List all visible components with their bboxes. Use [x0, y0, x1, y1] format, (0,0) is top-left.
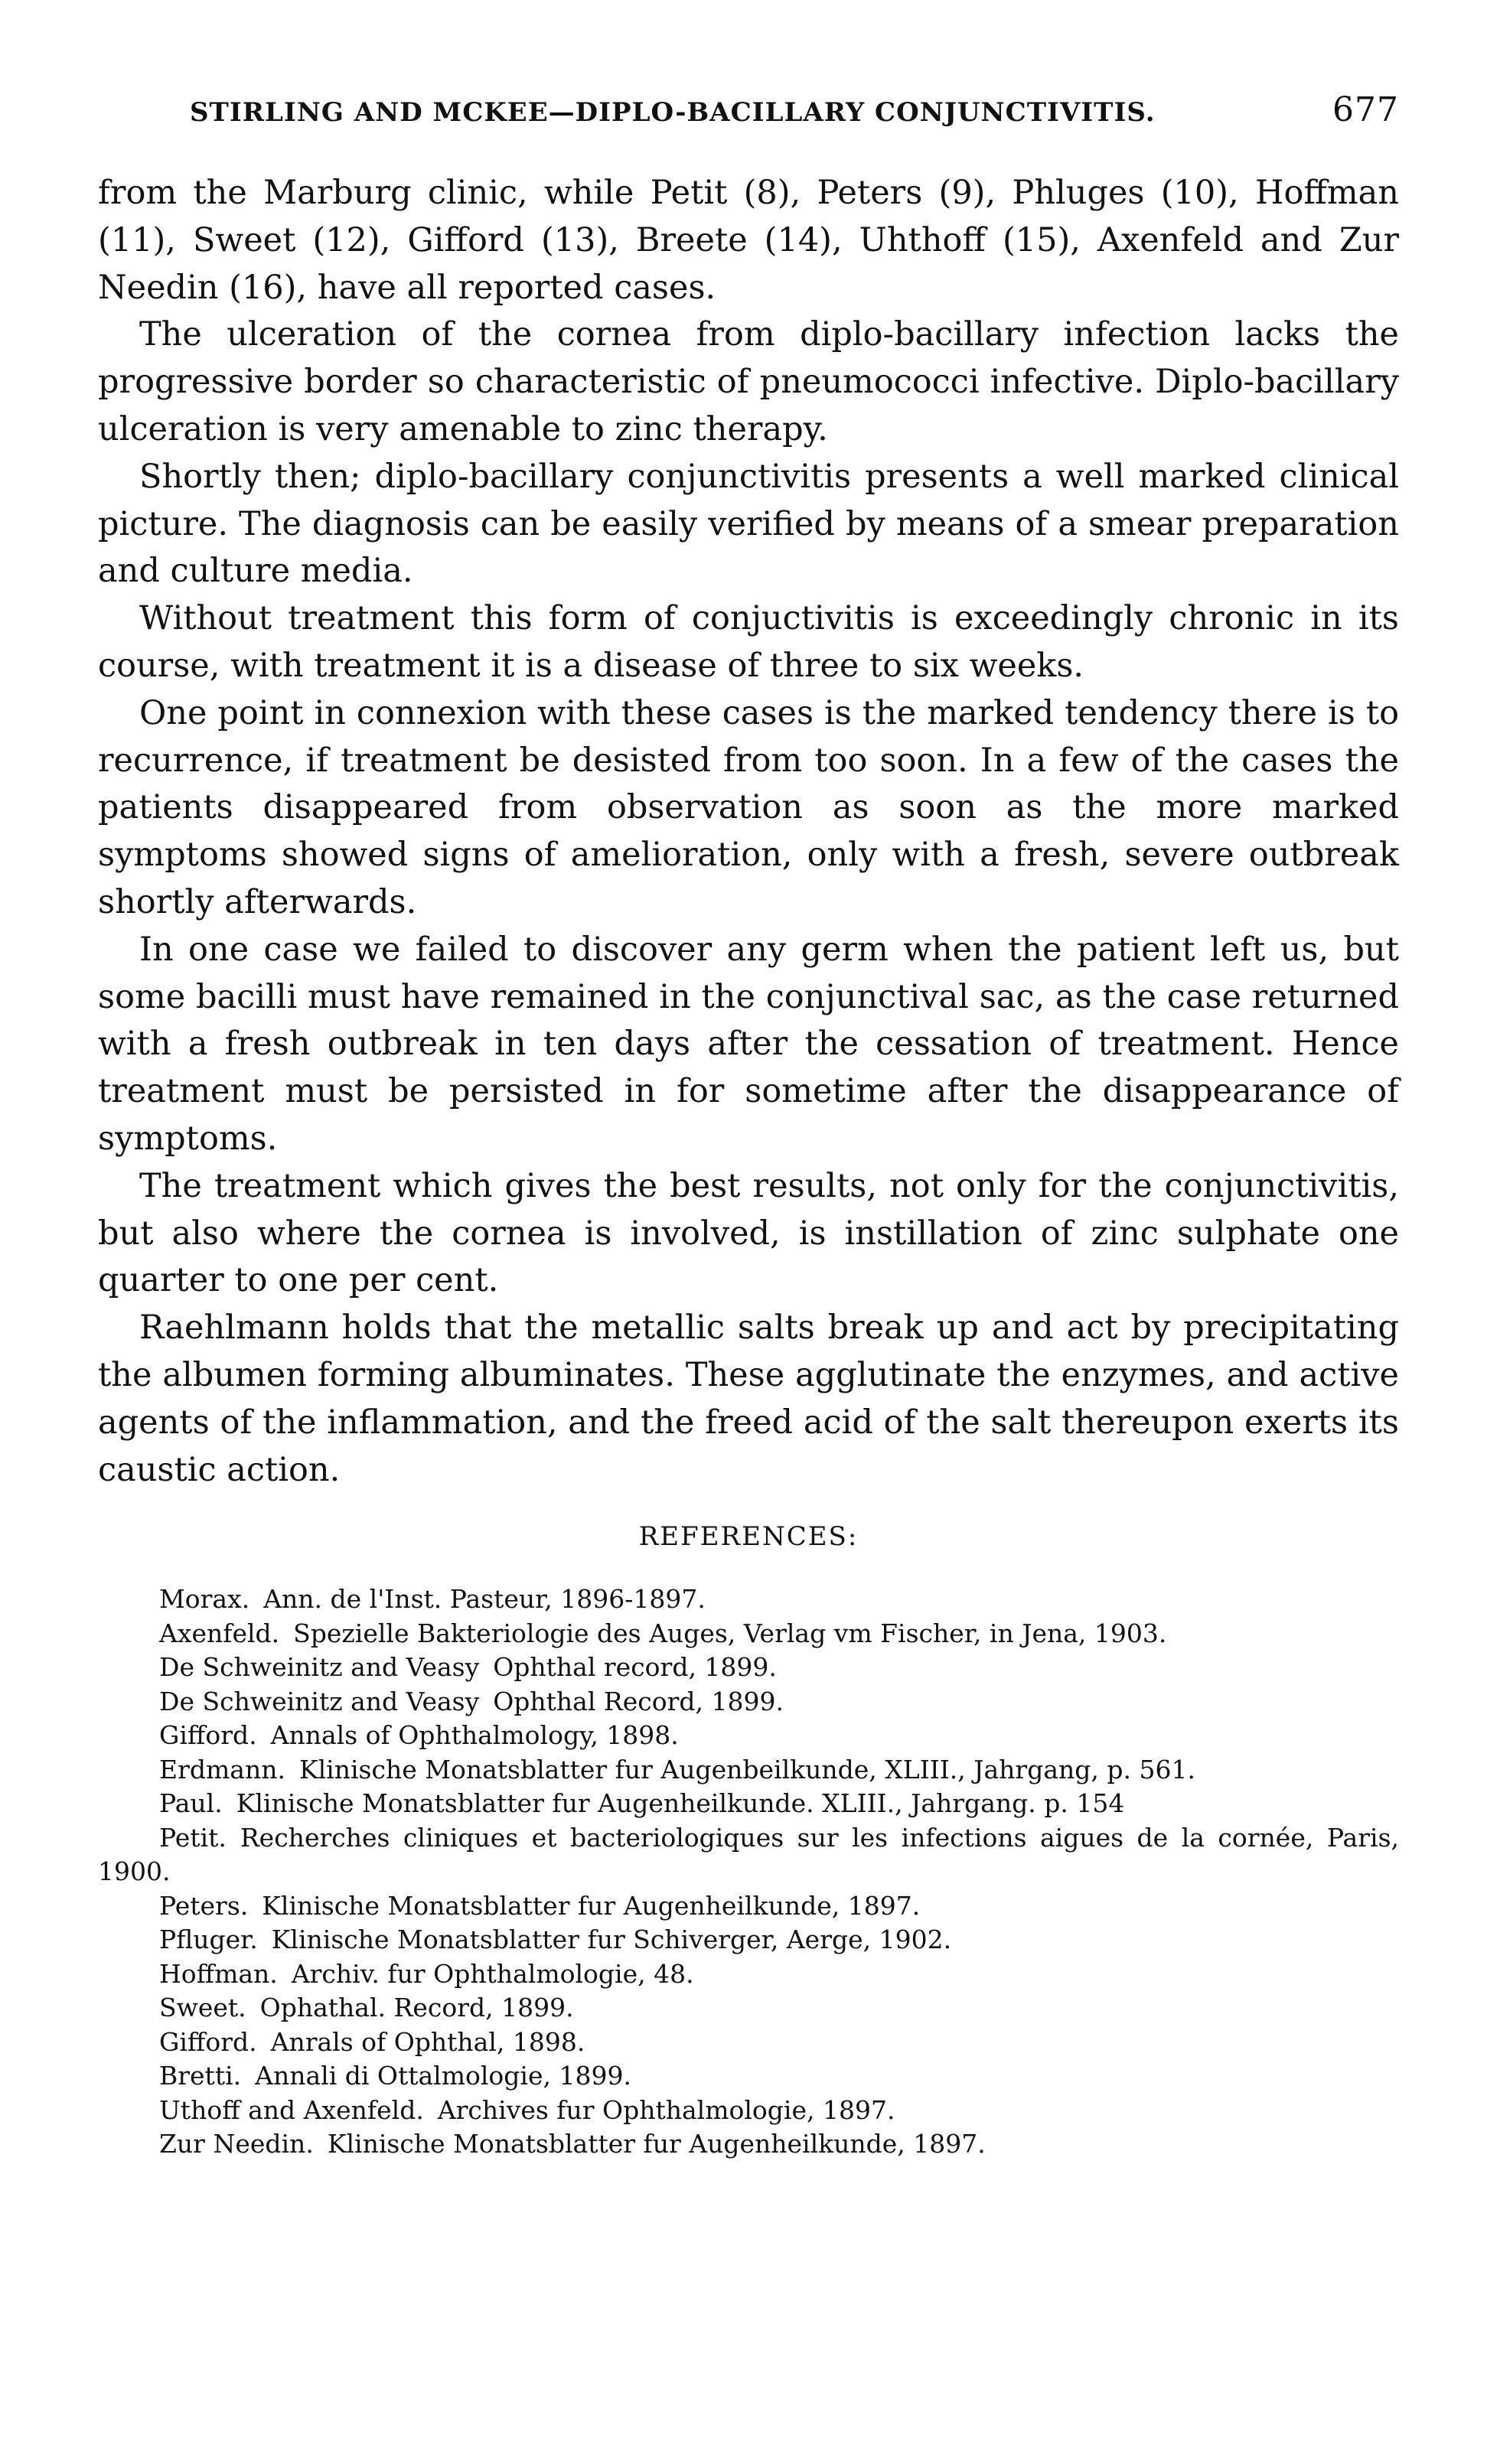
reference-item [98, 2026, 1399, 2060]
reference-author: Paul. [159, 1788, 223, 1819]
page [98, 90, 1399, 2162]
reference-author: Gifford. [159, 1720, 257, 1751]
reference-author: Uthoff and Axenfeld. [159, 2094, 424, 2125]
reference-text: Klinische Monatsblatter fur Schiverger, Aerge, 1902. [271, 1925, 952, 1955]
running-header [190, 90, 1399, 133]
reference-text: Annals of Ophthalmology, 1898. [270, 1720, 679, 1751]
reference-text: Klinische Monatsblatter fur Augenheilkunde, 1897. [327, 2129, 986, 2159]
reference-text: Archiv. fur Ophthalmologie, 48. [291, 1958, 694, 1989]
reference-text: Ophthal Record, 1899. [493, 1686, 784, 1716]
reference-author: De Schweinitz and Veasy [159, 1686, 480, 1716]
reference-author: Peters. [159, 1890, 249, 1921]
reference-text: Anrals of Ophthal, 1898. [270, 2026, 585, 2057]
reference-item [98, 1617, 1399, 1651]
reference-item [98, 2094, 1399, 2128]
body-text [98, 170, 1399, 1494]
reference-text: Ann. de l'Inst. Pasteur, 1896-1897. [263, 1584, 706, 1615]
reference-author: Petit. [159, 1822, 227, 1853]
running-title: STIRLING AND MCKEE—DIPLO-BACILLARY CONJUNCTIVITIS. [190, 97, 1156, 128]
reference-item [98, 1889, 1399, 1924]
reference-item [98, 1957, 1399, 1992]
reference-item [98, 1582, 1399, 1617]
reference-text: Klinische Monatsblatter fur Augenheilkunde, 1897. [262, 1890, 921, 1921]
reference-item [98, 1821, 1399, 1889]
reference-item [98, 1923, 1399, 1957]
reference-author: Hoffman. [159, 1958, 278, 1989]
reference-text: Klinische Monatsblatter fur Augenbeilkunde, XLIII., Jahrgang, p. 561. [298, 1754, 1195, 1784]
paragraph: The ulceration of the cornea from diplo-bacillary infection lacks the progressive border so characteristic of pneumococci infective. Diplo-bacillary ulceration is very amenable to zinc therapy. [98, 315, 1399, 448]
paragraph: Raehlmann holds that the metallic salts break up and act by precipitating the albumen forming albuminates. These agglutinate the enzymes, and active agents of the inflammation, and the freed acid of the salt thereupon exerts its caustic action. [98, 1309, 1399, 1489]
paragraph: from the Marburg clinic, while Petit (8), Peters (9), Phluges (10), Hoffman (11), Sweet (12), Gifford (13), Breete (14), Uhthoff (15), Axenfeld and Zur Needin (16), have all reported cases. [98, 174, 1399, 307]
reference-text: Ophthal record, 1899. [493, 1652, 777, 1683]
reference-author: Morax. [159, 1584, 250, 1615]
reference-author: Sweet. [159, 1993, 246, 2023]
reference-text: Ophathal. Record, 1899. [259, 1993, 574, 2023]
reference-item [98, 2059, 1399, 2094]
reference-text: Klinische Monatsblatter fur Augenheilkunde. XLIII., Jahrgang. p. 154 [236, 1788, 1125, 1819]
reference-text: Annali di Ottalmologie, 1899. [255, 2061, 631, 2091]
reference-text: Archives fur Ophthalmologie, 1897. [437, 2094, 895, 2125]
reference-text: Recherches cliniques et bacteriologiques sur les infections aigues de la cornée, Paris, 1900. [98, 1822, 1399, 1887]
reference-text: Spezielle Bakteriologie des Auges, Verlag vm Fischer, in Jena, 1903. [293, 1618, 1167, 1648]
reference-item [98, 1991, 1399, 2026]
reference-item [98, 2127, 1399, 2162]
reference-author: Erdmann. [159, 1754, 285, 1784]
reference-item [98, 1719, 1399, 1753]
reference-item [98, 1685, 1399, 1719]
reference-author: Axenfeld. [159, 1618, 280, 1648]
page-number: 677 [1332, 90, 1399, 129]
reference-author: Gifford. [159, 2026, 257, 2057]
paragraph: Without treatment this form of conjuctivitis is exceedingly chronic in its course, with treatment it is a disease of three to six weeks. [98, 599, 1399, 685]
reference-author: Pfluger. [159, 1925, 258, 1955]
references-heading: REFERENCES: [638, 1521, 859, 1553]
reference-author: De Schweinitz and Veasy [159, 1652, 480, 1683]
references-list [98, 1582, 1399, 2162]
reference-item [98, 1753, 1399, 1788]
paragraph: Shortly then; diplo-bacillary conjunctivitis presents a well marked clinical picture. The diagnosis can be easily verified by means of a smear preparation and culture media. [98, 457, 1399, 591]
paragraph: In one case we failed to discover any germ when the patient left us, but some bacilli must have remained in the conjunctival sac, as the case returned with a fresh outbreak in ten days after the cessation of treatment. Hence treatment must be persisted in for sometime after the disappearance of symptoms. [98, 930, 1399, 1158]
reference-author: Zur Needin. [159, 2129, 314, 2159]
paragraph: The treatment which gives the best results, not only for the conjunctivitis, but also where the cornea is involved, is instillation of zinc sulphate one quarter to one per cent. [98, 1166, 1399, 1300]
reference-item [98, 1787, 1399, 1821]
paragraph: One point in connexion with these cases is the marked tendency there is to recurrence, if treatment be desisted from too soon. In a few of the cases the patients disappeared from observation as soon as the more marked symptoms showed signs of amelioration, only with a fresh, severe outbreak shortly afterwards. [98, 693, 1399, 921]
reference-item [98, 1651, 1399, 1685]
reference-author: Bretti. [159, 2061, 242, 2091]
